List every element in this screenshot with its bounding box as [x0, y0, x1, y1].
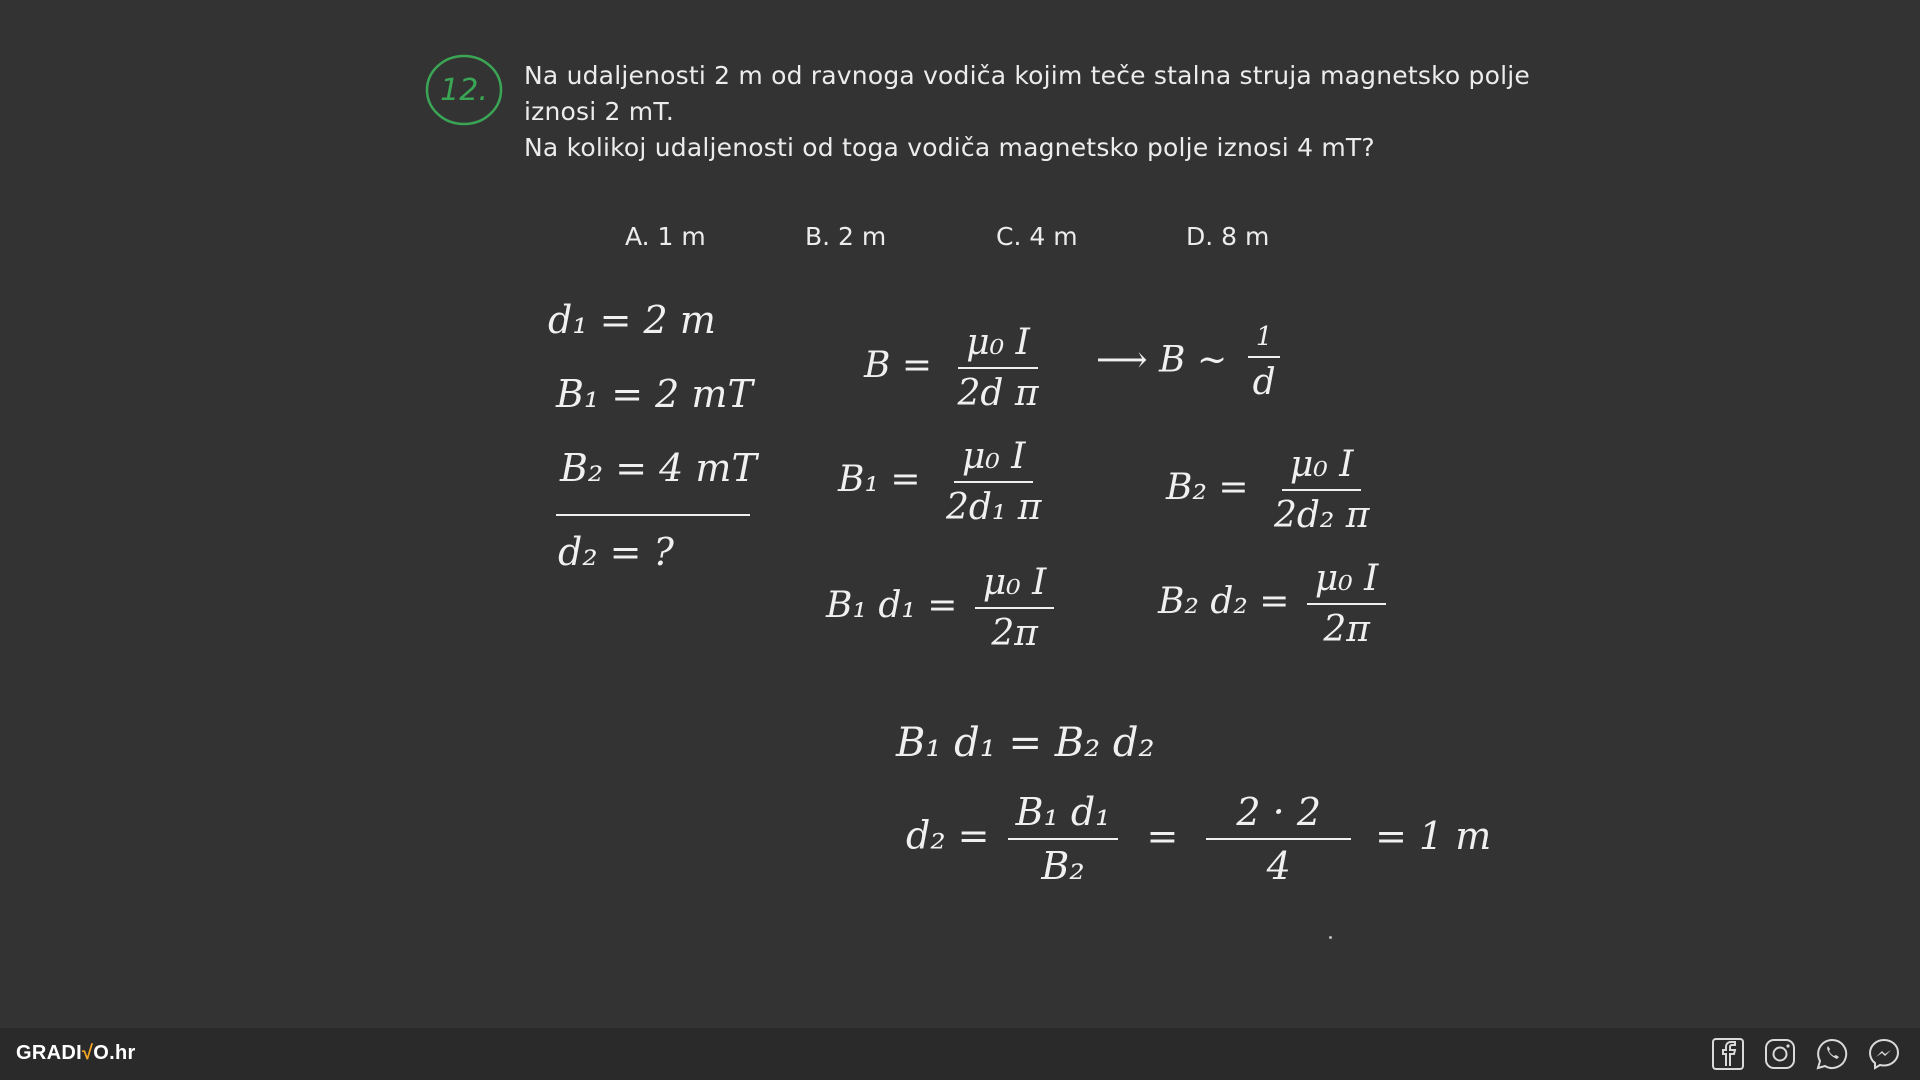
option-c[interactable]: C. 4 m: [996, 222, 1078, 251]
formula-b1d1-numerator: μ₀ I: [975, 562, 1055, 609]
proportionality-arrow: ⟶ B ~: [1096, 339, 1228, 381]
formula-final-result: = 1 m: [1375, 813, 1492, 858]
formula-calc-numerator: 2 · 2: [1206, 790, 1351, 840]
formula-b2d2: [1158, 558, 1392, 650]
given-d1: d₁ = 2 m: [548, 298, 716, 342]
formula-b1-denominator: 2d₁ π: [945, 487, 1042, 528]
question-number-badge: [424, 52, 504, 128]
given-divider: [556, 514, 750, 516]
formula-b2-denominator: 2d₂ π: [1273, 495, 1370, 536]
formula-d2-denominator: B₂: [1041, 844, 1085, 888]
chalk-dot: [1329, 936, 1332, 939]
formula-equality: B₁ d₁ = B₂ d₂: [896, 720, 1155, 766]
formula-b-denominator: 2d π: [957, 373, 1039, 414]
formula-b2-numerator: μ₀ I: [1282, 444, 1362, 491]
formula-equals-sign: =: [1146, 813, 1179, 858]
formula-b2d2-numerator: μ₀ I: [1307, 558, 1387, 605]
question-number: 12.: [440, 73, 488, 108]
formula-b1: [838, 436, 1055, 528]
option-d[interactable]: D. 8 m: [1186, 222, 1270, 251]
question-line-3: Na kolikoj udaljenosti od toga vodiča magnetsko polje iznosi 4 mT?: [524, 133, 1375, 162]
formula-calc-fraction: [1206, 790, 1351, 888]
formula-b-numerator: μ₀ I: [958, 322, 1038, 369]
logo-accent: √: [81, 1042, 94, 1064]
formula-b2d2-denominator: 2π: [1323, 609, 1370, 650]
formula-b1-lhs: B₁ =: [838, 459, 921, 500]
formula-b2: [1166, 444, 1383, 536]
logo-text-1: GRADI: [16, 1042, 82, 1064]
logo-text-2: O.hr: [93, 1042, 136, 1064]
formula-b2d2-fraction: [1307, 558, 1387, 650]
answer-options: [0, 222, 1920, 262]
formula-result: [906, 790, 1491, 888]
formula-b1-fraction: [938, 436, 1049, 528]
question-line-1: Na udaljenosti 2 m od ravnoga vodiča kojim teče stalna struja magnetsko polje: [524, 61, 1530, 90]
formula-b2d2-lhs: B₂ d₂ =: [1158, 581, 1290, 622]
formula-b2-fraction: [1266, 444, 1377, 536]
instagram-icon[interactable]: [1762, 1036, 1798, 1072]
formula-d2-numerator: B₁ d₁: [1008, 790, 1119, 840]
question-line-2: iznosi 2 mT.: [524, 97, 674, 126]
formula-b1d1: [826, 562, 1060, 654]
formula-b-lhs: B =: [864, 345, 933, 386]
question-text: [524, 58, 1530, 166]
formula-b-fraction: [950, 322, 1047, 414]
proportionality-denominator: d: [1252, 362, 1276, 403]
option-b[interactable]: B. 2 m: [805, 222, 887, 251]
formula-b1d1-denominator: 2π: [991, 613, 1038, 654]
footer-bar: [0, 1028, 1920, 1080]
facebook-icon[interactable]: [1710, 1036, 1746, 1072]
messenger-icon[interactable]: [1866, 1036, 1902, 1072]
formula-d2-fraction: [1008, 790, 1119, 888]
option-a[interactable]: A. 1 m: [625, 222, 706, 251]
proportionality-numerator: 1: [1248, 322, 1281, 358]
formula-b1-numerator: μ₀ I: [954, 436, 1034, 483]
site-logo[interactable]: [16, 1042, 136, 1065]
proportionality-fraction: [1245, 322, 1284, 403]
given-b2: B₂ = 4 mT: [560, 446, 757, 490]
formula-d2-lhs: d₂ =: [906, 813, 990, 858]
formula-b1d1-lhs: B₁ d₁ =: [826, 585, 958, 626]
whatsapp-icon[interactable]: [1814, 1036, 1850, 1072]
social-links: [1710, 1036, 1902, 1072]
given-b1: B₁ = 2 mT: [556, 372, 753, 416]
formula-b2-lhs: B₂ =: [1166, 467, 1249, 508]
proportionality: [1096, 322, 1290, 403]
formula-b1d1-fraction: [975, 562, 1055, 654]
given-d2: d₂ = ?: [558, 530, 674, 574]
formula-calc-denominator: 4: [1266, 844, 1291, 888]
formula-b: [864, 322, 1053, 414]
